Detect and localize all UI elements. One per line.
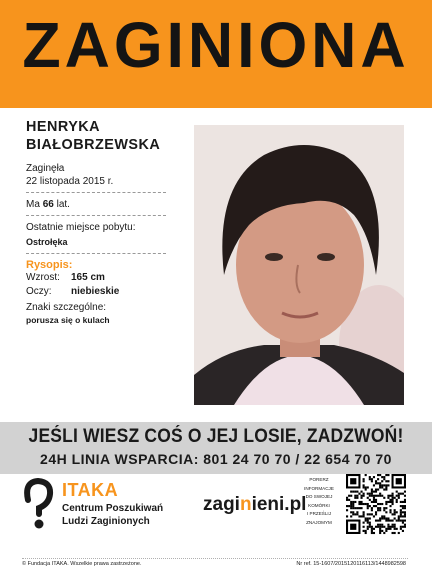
age-line <box>26 198 171 211</box>
height-value: 165 cm <box>71 272 105 283</box>
divider <box>26 215 166 216</box>
person-name <box>26 118 171 154</box>
age-value: 66 <box>42 199 54 210</box>
site-suffix: ieni.pl <box>251 494 307 515</box>
support-hotline: 24H LINIA WSPARCIA: 801 24 70 70 / 22 654 70 70 <box>40 451 392 467</box>
page-title: ZAGINIONA <box>22 9 410 81</box>
zaginieni-logo <box>203 494 306 516</box>
marks-value: porusza się o kulach <box>26 315 110 325</box>
divider <box>26 253 166 254</box>
footer-divider <box>22 558 408 559</box>
person-info <box>26 118 171 326</box>
portrait-image <box>194 125 404 405</box>
site-prefix: zagi <box>203 494 240 515</box>
reference-number: Nr ref. 15-1607/2015120116113/1448982598 <box>296 561 406 567</box>
org-subtitle <box>62 502 163 528</box>
qr-note <box>300 476 338 527</box>
qr-note-line: PORERZ <box>309 477 329 482</box>
missing-date: 22 listopada 2015 r. <box>26 176 114 187</box>
divider <box>26 192 166 193</box>
marks-label: Znaki szczególne: <box>26 302 107 313</box>
height-label: Wzrost: <box>26 272 60 283</box>
first-name: HENRYKA <box>26 118 101 135</box>
org-subtitle-line2: Ludzi Zaginionych <box>62 516 150 527</box>
copyright: © Fundacja ITAKA. Wszelkie prawa zastrzeżone. <box>22 561 142 567</box>
eyes-value: niebieskie <box>71 286 120 297</box>
org-subtitle-line1: Centrum Poszukiwań <box>62 503 164 514</box>
itaka-logo-icon <box>20 478 54 530</box>
missing-person-photo <box>194 125 404 405</box>
age-prefix: Ma <box>26 199 40 210</box>
description-heading: Rysopis: <box>26 259 73 271</box>
qr-note-line: KOMÓRKI <box>308 502 330 508</box>
missing-label: Zaginęła <box>26 163 65 174</box>
eyes-label: Oczy: <box>26 286 52 297</box>
eyes-row <box>26 285 171 299</box>
qr-code-icon[interactable] <box>346 474 406 536</box>
qr-note-line: INFORMACJE <box>304 485 334 491</box>
height-row <box>26 271 171 285</box>
qr-note-line: ZNAJOMYM <box>306 519 332 525</box>
qr-note-line: I PRZEŚLIJ <box>307 511 331 516</box>
site-mid: n <box>239 494 252 515</box>
appeal-headline: JEŚLI WIESZ COŚ O JEJ LOSIE, ZADZWOŃ! <box>28 426 404 447</box>
qr-note-line: DO SWOJEJ <box>305 494 333 499</box>
age-suffix: lat. <box>56 199 70 210</box>
last-name: BIAŁOBRZEWSKA <box>26 136 161 153</box>
last-place-label: Ostatnie miejsce pobytu: <box>26 222 136 233</box>
last-place-value: Ostrołęka <box>26 237 68 247</box>
org-name: ITAKA <box>62 480 119 500</box>
